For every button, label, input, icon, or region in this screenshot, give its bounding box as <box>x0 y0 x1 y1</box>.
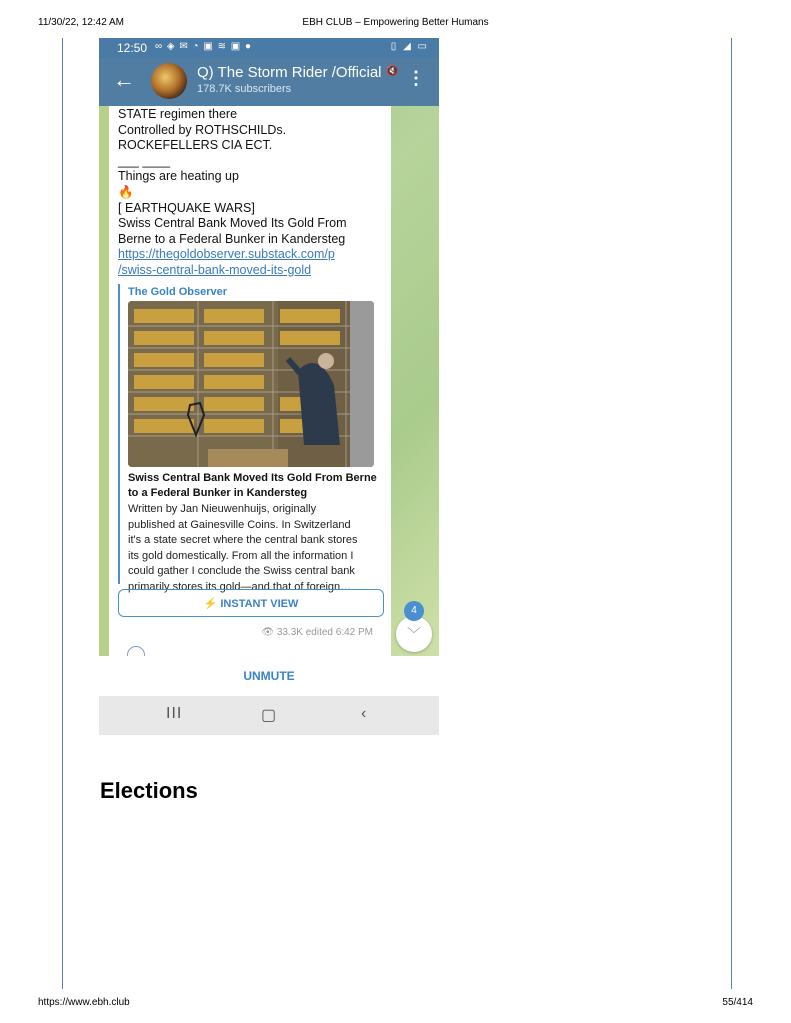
next-message-avatar-icon <box>127 646 145 656</box>
right-margin-rule <box>731 38 732 989</box>
status-time: 12:50 <box>117 41 148 55</box>
preview-image[interactable] <box>128 301 374 467</box>
preview-description <box>128 502 384 596</box>
channel-header <box>99 58 439 106</box>
views-eye-icon: 👁 <box>261 627 275 638</box>
preview-title <box>128 471 384 501</box>
preview-description-line: primarily stores its gold—and that of foreign… <box>128 580 352 593</box>
view-count: 33.3K <box>276 627 303 638</box>
print-page-title: EBH CLUB – Empowering Better Humans <box>302 17 489 28</box>
section-heading: Elections <box>100 778 198 803</box>
back-arrow-icon[interactable]: ← <box>113 67 135 92</box>
message-line: ___ ____ <box>118 153 171 168</box>
preview-description-line: it's a state secret where the central bank stores <box>128 534 358 547</box>
preview-description-line: Written by Jan Nieuwenhuijs, originally <box>128 503 317 515</box>
article-link[interactable]: https://thegoldobserver.substack.com/p <box>118 247 335 262</box>
more-menu-icon[interactable]: ⋮ <box>407 68 425 88</box>
scroll-down-button[interactable]: ﹀ <box>396 616 432 652</box>
instant-view-button[interactable]: ⚡ INSTANT VIEW <box>118 589 384 617</box>
android-nav-bar <box>99 696 439 735</box>
preview-site-name: The Gold Observer <box>128 286 228 298</box>
unread-count-badge: 4 <box>404 601 424 621</box>
message-line: Swiss Central Bank Moved Its Gold From <box>118 216 347 231</box>
article-link[interactable]: /swiss-central-bank-moved-its-gold <box>118 262 312 277</box>
notification-icons: ∞ ◈ ✉ ◔ ▣ ≋ ▣ ● <box>155 41 253 52</box>
link-preview[interactable] <box>118 284 384 593</box>
chat-wallpaper-edge <box>99 106 109 656</box>
message-line: Controlled by ROTHSCHILDs. <box>118 122 287 137</box>
chat-area[interactable] <box>99 106 439 656</box>
preview-description-line: could gather I conclude the Swiss central bank <box>128 565 355 578</box>
subscriber-count: 178.7K subscribers <box>197 83 292 95</box>
edited-time: edited 6:42 PM <box>305 627 373 638</box>
print-page-number: 55/414 <box>722 997 753 1008</box>
print-header <box>38 17 753 31</box>
message-line: STATE regimen there <box>118 107 238 121</box>
unmute-button[interactable]: UNMUTE <box>99 656 439 696</box>
message-bubble[interactable] <box>109 106 391 656</box>
preview-description-line: its gold domestically. From all the information I <box>128 549 354 562</box>
preview-title-line: Swiss Central Bank Moved Its Gold From Berne <box>128 472 377 484</box>
message-meta <box>261 627 373 638</box>
muted-icon: 🔇 <box>386 66 399 77</box>
recents-icon[interactable]: III <box>166 705 183 722</box>
print-datetime: 11/30/22, 12:42 AM <box>38 17 124 28</box>
print-footer <box>38 997 753 1011</box>
preview-title-line: to a Federal Bunker in Kandersteg <box>128 487 308 499</box>
home-icon[interactable]: ▢ <box>261 707 277 724</box>
channel-avatar[interactable] <box>151 63 187 99</box>
back-nav-icon[interactable]: ‹ <box>361 705 367 722</box>
channel-title[interactable]: Q) The Storm Rider /Official <box>197 64 382 81</box>
message-line: ROCKEFELLERS CIA ECT. <box>118 138 273 153</box>
message-line: [ EARTHQUAKE WARS] <box>118 200 255 215</box>
message-text <box>118 107 388 279</box>
message-line: Things are heating up <box>118 169 239 184</box>
fire-emoji-icon: 🔥 <box>118 184 134 199</box>
message-line: Berne to a Federal Bunker in Kandersteg <box>118 231 346 246</box>
status-bar <box>99 38 439 58</box>
signal-battery-icons: ▯ ◢ ▭ <box>390 41 429 52</box>
telegram-screenshot <box>99 38 439 735</box>
print-url: https://www.ebh.club <box>38 997 130 1008</box>
preview-description-line: published at Gainesville Coins. In Switzerland <box>128 518 351 531</box>
left-margin-rule <box>62 38 63 989</box>
